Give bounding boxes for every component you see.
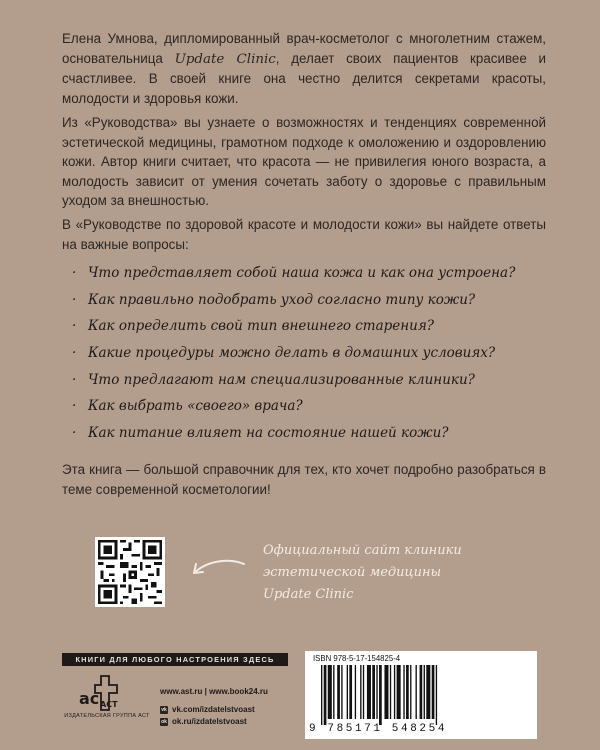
bullet: · [72,371,77,388]
vk-icon: vk [161,706,167,713]
tagline-banner: КНИГИ ДЛЯ ЛЮБОГО НАСТРОЕНИЯ ЗДЕСЬ [62,653,288,666]
question-text: Как определить свой тип внешнего старения? [88,318,435,335]
questions-intro: В «Руководстве по здоровой красоте и молодости кожи» вы найдете ответы на важные вопросы: [62,217,546,252]
ok-icon: ok [161,718,167,725]
arrow-left-icon [186,556,248,584]
intro-text-start: Елена Умнова, дипломированный врач-косметолог с многолетним стажем, основательница [62,31,546,66]
vk-link[interactable] [160,704,268,716]
site-note-line: Официальный сайт клиники [263,543,462,558]
bullet: · [72,265,77,281]
qr-code-icon[interactable] [95,537,165,607]
question-item [72,287,552,314]
ok-link[interactable] [160,716,268,728]
site-note-line: эстетической медицины [263,565,442,580]
website-links[interactable]: www.ast.ru | www.book24.ru [160,687,268,696]
question-item [72,313,552,340]
question-text: Какие процедуры можно делать в домашних условиях? [88,345,496,362]
intro-paragraph [62,29,546,108]
intro-text-end: , делает своих пациентов красивее и счастливее. В своей книге она честно делится секретами красоты, молодости и здоровья кожи. [62,50,546,106]
publisher-links [160,686,268,728]
barcode-icon [311,665,531,727]
isbn-label: ISBN 978-5-17-154825-4 [313,654,401,663]
bullet: · [72,425,77,442]
bullet: · [72,318,77,335]
question-item [72,260,552,287]
bullet: · [72,398,77,415]
vk-link-text: vk.com/izdatelstvoast [172,705,255,714]
svg-text:ac: ac [79,689,100,708]
bullet: · [72,345,77,362]
bullet: · [72,291,77,308]
question-text: Что представляет собой наша кожа и как она устроена? [88,265,516,281]
question-text: Как правильно подобрать уход согласно типу кожи? [88,291,476,308]
question-item [72,420,552,447]
question-text: Как питание влияет на состояние нашей кожи? [88,425,449,442]
question-item [72,340,552,367]
question-item [72,393,552,420]
site-note-line: Update Clinic [263,587,354,602]
question-text: Что предлагают нам специализированные клиники? [88,371,475,388]
closing-paragraph: Эта книга — большой справочник для тех, кто хочет подробно разобраться в теме современной косметологии! [62,462,546,497]
ok-link-text: ok.ru/izdatelstvoast [172,717,247,726]
clinic-brand: Update Clinic [174,51,276,67]
question-item [72,367,552,394]
clinic-site-note [263,540,503,606]
barcode-digits: 9 785171 548254 [309,723,448,735]
description-paragraph: Из «Руководства» вы узнаете о возможностях и тенденциях современной эстетической медицины, грамотном подходе к омоложению и оздоровлению кожи. Автор книги считает, что красота — не привилегия юного возраста, а молодость зависит от умения сочетать заботу о здоровье с правильным уходом за внешностью. [62,115,546,209]
questions-list [72,260,552,447]
svg-text:ACT: ACT [100,700,118,709]
isbn-barcode-block [305,651,537,739]
publisher-name: ИЗДАТЕЛЬСКАЯ ГРУППА АСТ [64,713,150,719]
ast-logo [78,674,118,712]
question-text: Как выбрать «своего» врача? [88,398,303,415]
